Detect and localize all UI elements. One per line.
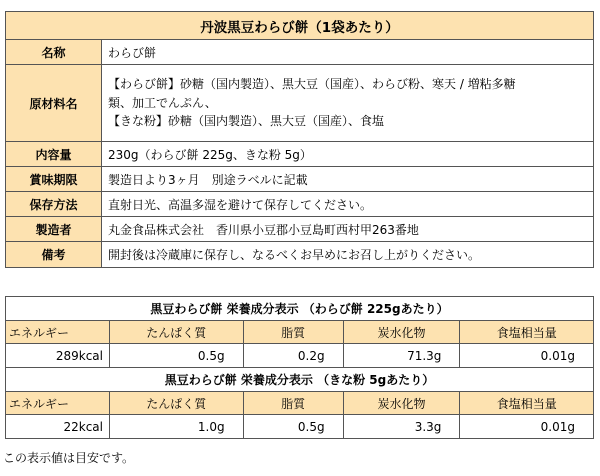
value-energy: 289kcal bbox=[6, 344, 110, 368]
ingredients-line: 【わらび餅】砂糖（国内製造）、黒大豆（国産）、わらび粉、寒天 / 増粘多糖 bbox=[108, 77, 516, 92]
header-salt: 食塩相当量 bbox=[460, 392, 594, 415]
value-ingredients bbox=[102, 65, 594, 142]
header-carbs: 炭水化物 bbox=[343, 321, 460, 344]
value-notes: 開封後は冷蔵庫に保存し、なるべくお早めにお召し上がりください。 bbox=[102, 242, 594, 268]
header-fat: 脂質 bbox=[243, 321, 343, 344]
header-carbs: 炭水化物 bbox=[343, 392, 460, 415]
value-carbs: 3.3g bbox=[343, 415, 460, 439]
label-name: 名称 bbox=[6, 40, 102, 65]
nutrition-title-kinako: 黒豆わらび餅 栄養成分表示 （きな粉 5gあたり） bbox=[6, 368, 594, 392]
value-storage: 直射日光、高温多湿を避けて保存してください。 bbox=[102, 192, 594, 217]
label-manufacturer: 製造者 bbox=[6, 217, 102, 242]
header-energy: エネルギー bbox=[6, 392, 110, 415]
footnote: この表示値は目安です。 bbox=[3, 451, 135, 465]
value-fat: 0.5g bbox=[243, 415, 343, 439]
nutrition-title-warabi: 黒豆わらび餅 栄養成分表示 （わらび餅 225gあたり） bbox=[6, 297, 594, 321]
header-energy: エネルギー bbox=[6, 321, 110, 344]
nutrition-table bbox=[5, 296, 594, 439]
value-energy: 22kcal bbox=[6, 415, 110, 439]
product-info-table bbox=[5, 11, 594, 268]
value-carbs: 71.3g bbox=[343, 344, 460, 368]
value-salt: 0.01g bbox=[460, 415, 594, 439]
label-expiry: 賞味期限 bbox=[6, 167, 102, 192]
value-content: 230g（わらび餅 225g、きな粉 5g） bbox=[102, 142, 594, 167]
header-protein: たんぱく質 bbox=[110, 321, 244, 344]
value-protein: 1.0g bbox=[110, 415, 244, 439]
label-notes: 備考 bbox=[6, 242, 102, 268]
header-salt: 食塩相当量 bbox=[460, 321, 594, 344]
header-protein: たんぱく質 bbox=[110, 392, 244, 415]
value-salt: 0.01g bbox=[460, 344, 594, 368]
value-manufacturer: 丸金食品株式会社 香川県小豆郡小豆島町西村甲263番地 bbox=[102, 217, 594, 242]
ingredients-line: 類、加工でんぷん、 bbox=[108, 95, 217, 110]
value-fat: 0.2g bbox=[243, 344, 343, 368]
value-expiry: 製造日より3ヶ月 別途ラベルに記載 bbox=[102, 167, 594, 192]
label-content: 内容量 bbox=[6, 142, 102, 167]
product-title: 丹波黒豆わらび餅（1袋あたり） bbox=[6, 12, 594, 40]
value-name: わらび餅 bbox=[102, 40, 594, 65]
value-protein: 0.5g bbox=[110, 344, 244, 368]
label-storage: 保存方法 bbox=[6, 192, 102, 217]
label-ingredients: 原材料名 bbox=[6, 65, 102, 142]
header-fat: 脂質 bbox=[243, 392, 343, 415]
ingredients-line: 【きな粉】砂糖（国内製造）、黒大豆（国産）、食塩 bbox=[108, 114, 385, 129]
